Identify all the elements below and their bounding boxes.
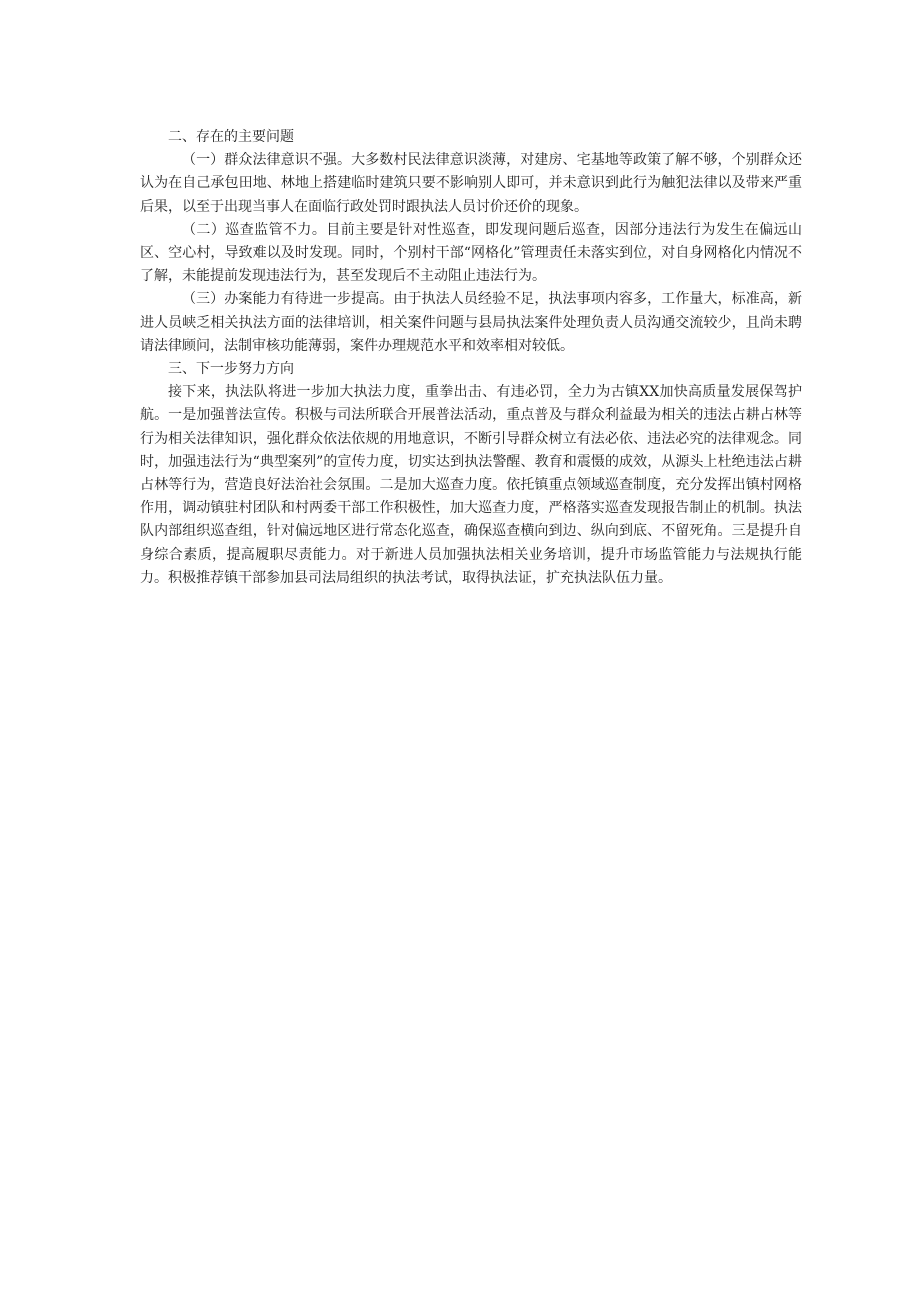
document-body (140, 126, 802, 590)
section-heading-problems: 二、存在的主要问题 (168, 129, 294, 145)
problem-item-2: （二）巡查监管不力。目前主要是针对性巡查，即发现问题后巡查，因部分违法行为发生在偏远山区、空心村，导致难以及时发现。同时，个别村干部“网格化”管理责任未落实到位，对自身网格化内情况不了解，未能提前发现违法行为，甚至发现后不主动阻止违法行为。 (140, 221, 802, 285)
problem-item-1: （一）群众法律意识不强。大多数村民法律意识淡薄，对建房、宅基地等政策了解不够，个别群众还认为在自己承包田地、林地上搭建临时建筑只要不影响别人即可，并未意识到此行为触犯法律以及带来严重后果，以至于出现当事人在面临行政处罚时跟执法人员讨价还价的现象。 (140, 152, 802, 215)
problem-item-3: （三）办案能力有待进一步提高。由于执法人员经验不足，执法事项内容多，工作量大，标准高，新进人员峡乏相关执法方面的法律培训，相关案件问题与县局执法案件处理负责人员沟通交流较少，且尚未聘请法律顾问，法制审核功能薄弱，案件办理规范水平和效率相对较低。 (140, 291, 802, 354)
section-heading-next-steps: 三、下一步努力方向 (168, 361, 294, 378)
next-steps-paragraph: 接下来，执法队将进一步加大执法力度，重拳出击、有违必罚，全力为古镇XX加快高质量发展保驾护航。一是加强普法宣传。积极与司法所联合开展普法活动，重点普及与群众利益最为相关的违法占耕占林等行为相关法律知识，强化群众依法依规的用地意识，不断引导群众树立有法必依、违法必究的法律观念。同时，加强违法行为“典型案列”的宣传力度，切实达到执法警醒、教育和震慑的成效，从源头上杜绝违法占耕占林等行为，营造良好法治社会氛围。二是加大巡查力度。依托镇重点领域巡查制度，充分发挥出镇村网格作用，调动镇驻村团队和村两委干部工作积极性，加大巡查力度，严格落实巡查发现报告制止的机制。执法队内部组织巡查组，针对偏远地区进行常态化巡查，确保巡查横向到边、纵向到底、不留死角。三是提升自身综合素质，提高履职尽责能力。对于新进人员加强执法相关业务培训，提升市场监管能力与法规执行能力。积极推荐镇干部参加县司法局组织的执法考试，取得执法证，扩充执法队伍力量。 (140, 384, 802, 586)
